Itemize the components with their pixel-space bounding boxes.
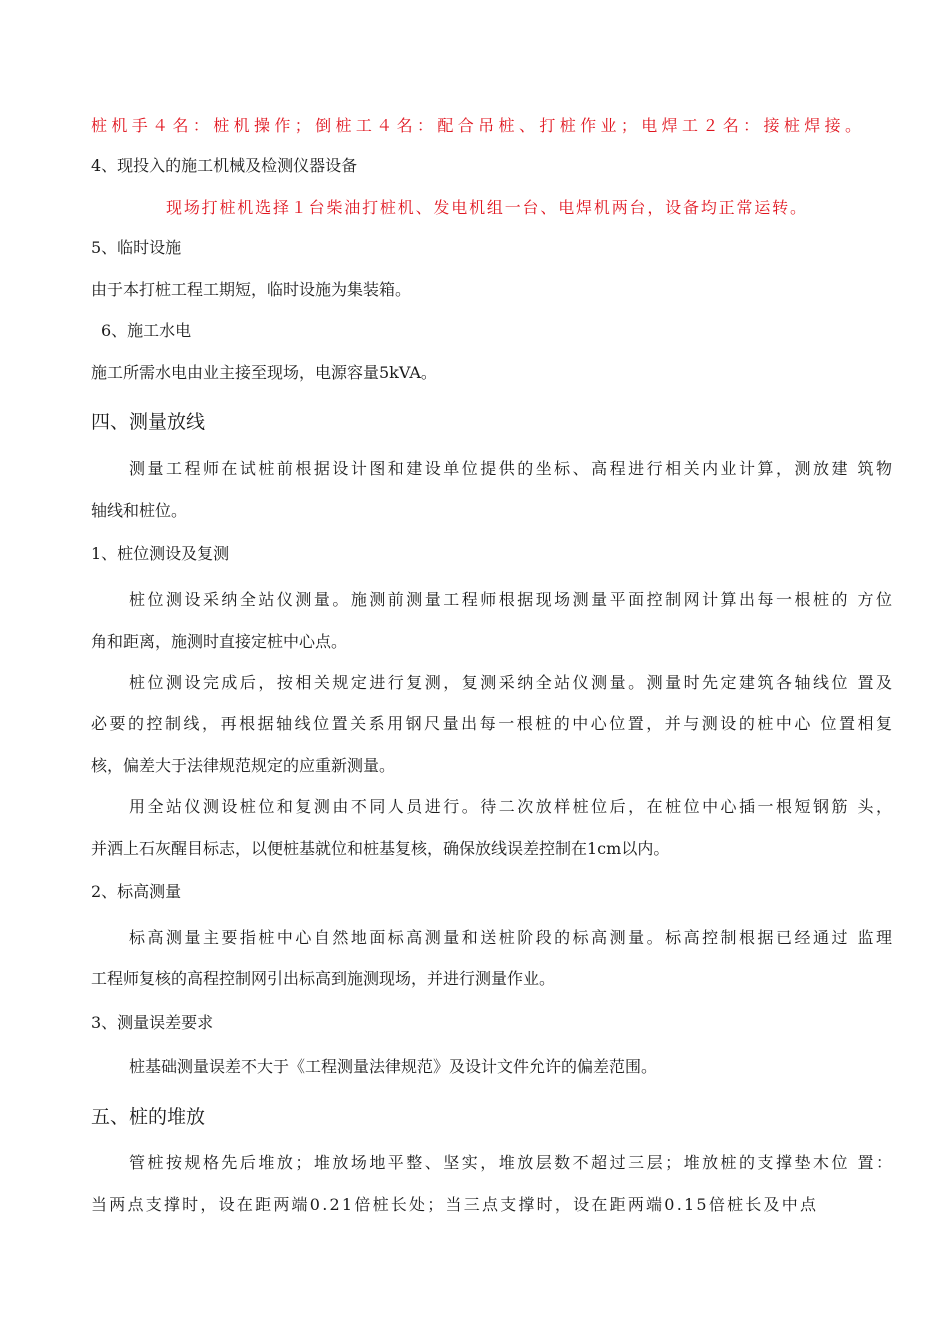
paragraph-line: 必要的控制线，再根据轴线位置关系用钢尺量出每一根桩的中心位置，并与测设的桩中心 位置相复 <box>91 714 895 733</box>
section-heading-5: 5、临时设施 <box>91 238 182 257</box>
section-heading-4: 4、现投入的施工机械及检测仪器设备 <box>91 156 358 175</box>
subsection-heading-2: 2、标高测量 <box>91 882 182 901</box>
paragraph-line: 管桩按规格先后堆放；堆放场地平整、坚实，堆放层数不超过三层；堆放桩的支撑垫木位 置： <box>129 1153 895 1172</box>
paragraph-line: 角和距离，施测时直接定桩中心点。 <box>91 632 348 651</box>
paragraph-line: 并洒上石灰醒目标志，以便桩基就位和桩基复核，确保放线误差控制在1cm以内。 <box>91 839 670 858</box>
paragraph-line: 桩基础测量误差不大于《工程测量法律规范》及设计文件允许的偏差范围。 <box>129 1057 658 1076</box>
paragraph-line: 施工所需水电由业主接至现场，电源容量5kVA。 <box>91 363 437 382</box>
paragraph-line: 桩位测设完成后，按相关规定进行复测，复测采纳全站仪测量。测量时先定建筑各轴线位 置及 <box>129 673 895 692</box>
paragraph-line: 桩位测设采纳全站仪测量。施测前测量工程师根据现场测量平面控制网计算出每一根桩的 方位 <box>129 590 895 609</box>
paragraph-line: 测量工程师在试桩前根据设计图和建设单位提供的坐标、高程进行相关内业计算，测放建 筑物 <box>129 459 895 478</box>
chapter-heading-4: 四、测量放线 <box>91 411 206 433</box>
section-heading-6: 6、施工水电 <box>101 321 192 340</box>
paragraph-line: 核，偏差大于法律规范规定的应重新测量。 <box>91 756 396 775</box>
paragraph-line: 轴线和桩位。 <box>91 501 188 520</box>
paragraph-line: 当两点支撑时，设在距两端0.21倍桩长处；当三点支撑时，设在距两端0.15倍桩长及中点 <box>91 1195 819 1214</box>
workers-line: 桩机手４名：桩机操作；倒桩工４名：配合吊桩、打桩作业；电焊工２名：接桩焊接。 <box>91 116 866 135</box>
chapter-heading-5: 五、桩的堆放 <box>91 1106 206 1128</box>
subsection-heading-3: 3、测量误差要求 <box>91 1013 214 1032</box>
paragraph-line: 由于本打桩工程工期短，临时设施为集装箱。 <box>91 280 412 299</box>
paragraph-line: 用全站仪测设桩位和复测由不同人员进行。待二次放样桩位后，在桩位中心插一根短钢筋 头， <box>129 797 895 816</box>
paragraph-line: 工程师复核的高程控制网引出标高到施测现场，并进行测量作业。 <box>91 969 556 988</box>
paragraph-line: 标高测量主要指桩中心自然地面标高测量和送桩阶段的标高测量。标高控制根据已经通过 监理 <box>129 928 895 947</box>
equipment-line: 现场打桩机选择１台柴油打桩机、发电机组一台、电焊机两台，设备均正常运转。 <box>166 198 808 217</box>
subsection-heading-1: 1、桩位测设及复测 <box>91 544 230 563</box>
